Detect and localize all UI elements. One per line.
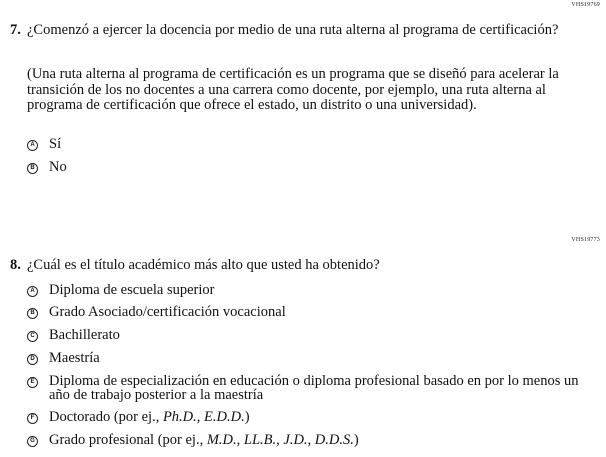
answer-option[interactable]	[27, 433, 587, 447]
answer-label: No	[49, 159, 67, 175]
question-number: 7.	[10, 22, 21, 38]
answer-option[interactable]	[27, 328, 587, 342]
answer-bubble[interactable]: G	[27, 436, 38, 447]
answer-label-text: Doctorado (por ej.,	[49, 409, 163, 425]
answer-label-degree: M.D., LL.B., J.D., D.D.S.	[206, 432, 354, 448]
answer-option[interactable]	[27, 410, 587, 424]
answer-label: Grado Asociado/certificación vocacional	[49, 304, 286, 320]
question-text: ¿Cuál es el título académico más alto que usted ha obtenido?	[27, 257, 380, 273]
question-code: VHS19773	[571, 237, 600, 243]
answer-bubble[interactable]: B	[27, 163, 38, 174]
question-text: ¿Comenzó a ejercer la docencia por medio de una ruta alterna al programa de certificación?	[27, 22, 559, 38]
answer-option[interactable]	[27, 351, 587, 365]
answer-label: Diploma de especialización en educación o diploma profesional basado en por lo menos un año de trabajo posterior a la maestría	[49, 373, 579, 403]
answer-label-suffix: )	[244, 409, 250, 425]
answer-label-degree: Ph.D., E.D.D.	[162, 409, 245, 425]
answer-bubble[interactable]: A	[27, 286, 38, 297]
answer-label-text: Grado profesional (por ej.,	[49, 432, 207, 448]
answer-bubble[interactable]: F	[27, 413, 38, 424]
answer-label-suffix: )	[353, 432, 359, 448]
answer-label: Sí	[49, 136, 62, 152]
question-8	[10, 257, 590, 273]
answer-option[interactable]	[27, 374, 587, 402]
answer-bubble[interactable]: D	[27, 354, 38, 365]
answer-label	[49, 433, 587, 447]
answer-bubble[interactable]: C	[27, 331, 38, 342]
answer-option[interactable]	[27, 137, 587, 151]
answer-label: Bachillerato	[49, 327, 120, 343]
answer-label	[49, 410, 587, 424]
question-7	[10, 22, 590, 38]
answer-label: Maestría	[49, 350, 100, 366]
answer-option[interactable]	[27, 305, 587, 319]
answer-bubble[interactable]: B	[27, 308, 38, 319]
answer-bubble[interactable]: A	[27, 140, 38, 151]
answer-option[interactable]	[27, 160, 587, 174]
question-code: VHS19769	[571, 2, 600, 8]
answer-option[interactable]	[27, 283, 587, 297]
answer-label: Diploma de escuela superior	[49, 282, 215, 298]
question-number: 8.	[10, 257, 21, 273]
answer-bubble[interactable]: E	[27, 377, 38, 388]
question-note: (Una ruta alterna al programa de certificación es un programa que se diseñó para acelerar la transición de los no docentes a una carrera como docente, por ejemplo, una ruta alterna al programa de certificación que ofrece el estado, un distrito o una universidad).	[27, 66, 559, 113]
